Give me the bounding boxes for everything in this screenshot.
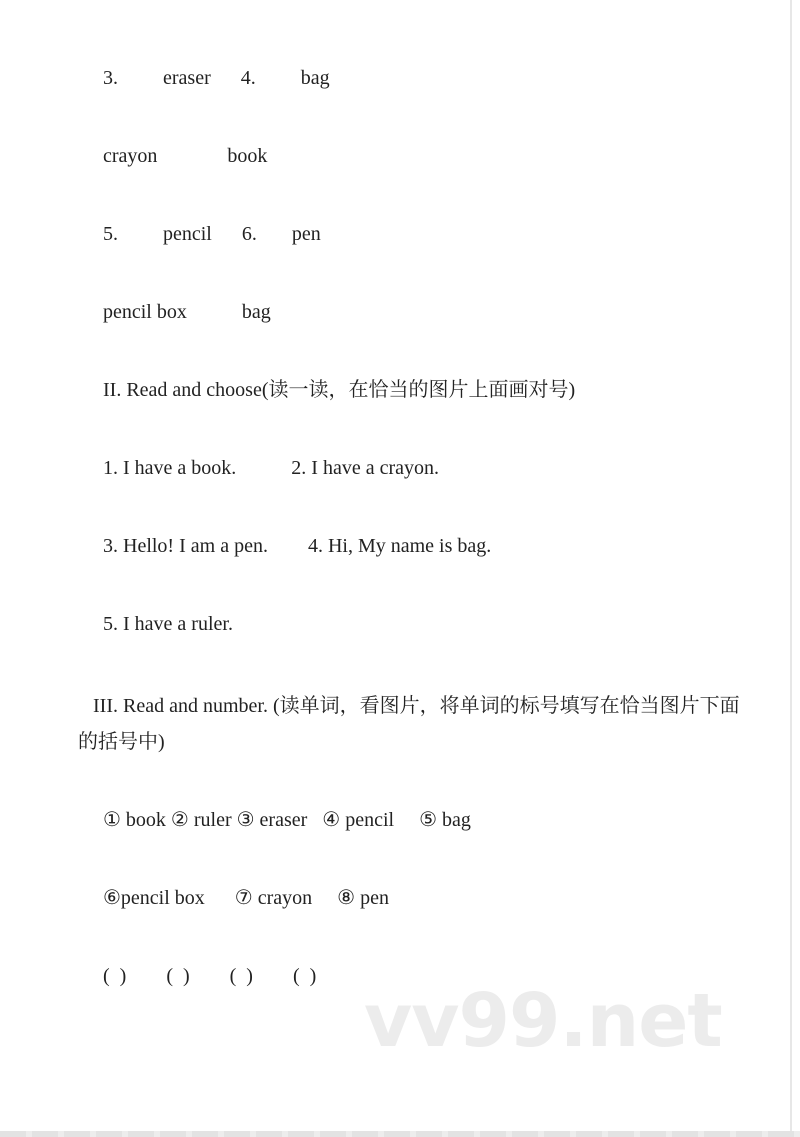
answer-blanks-row: ( ) ( ) ( ) ( )	[103, 965, 317, 987]
sentence-row-5: 5. I have a ruler.	[103, 613, 233, 635]
word-bank-row-1: ① book ② ruler ③ eraser ④ pencil ⑤ bag	[103, 809, 471, 831]
page-right-edge-line	[790, 0, 792, 1137]
word-pair-row-4: pencil box bag	[103, 301, 271, 323]
section-2-heading: II. Read and choose(读一读，在恰当的图片上面画对号)	[103, 379, 576, 401]
sentence-row-1-2: 1. I have a book. 2. I have a crayon.	[103, 457, 439, 479]
next-page-strip	[0, 1131, 800, 1137]
word-bank-row-2: ⑥pencil box ⑦ crayon ⑧ pen	[103, 887, 389, 909]
word-pair-row-3: 5. pencil 6. pen	[103, 223, 321, 245]
word-pair-row-1: 3. eraser 4. bag	[103, 67, 330, 89]
sentence-row-3-4: 3. Hello! I am a pen. 4. Hi, My name is bag.	[103, 535, 492, 557]
section-3-heading: III. Read and number. (读单词，看图片，将单词的标号填写在恰当图片下面的括号中)	[78, 695, 740, 753]
word-pair-row-2: crayon book	[103, 145, 268, 167]
watermark: vv99.net	[364, 978, 722, 1064]
